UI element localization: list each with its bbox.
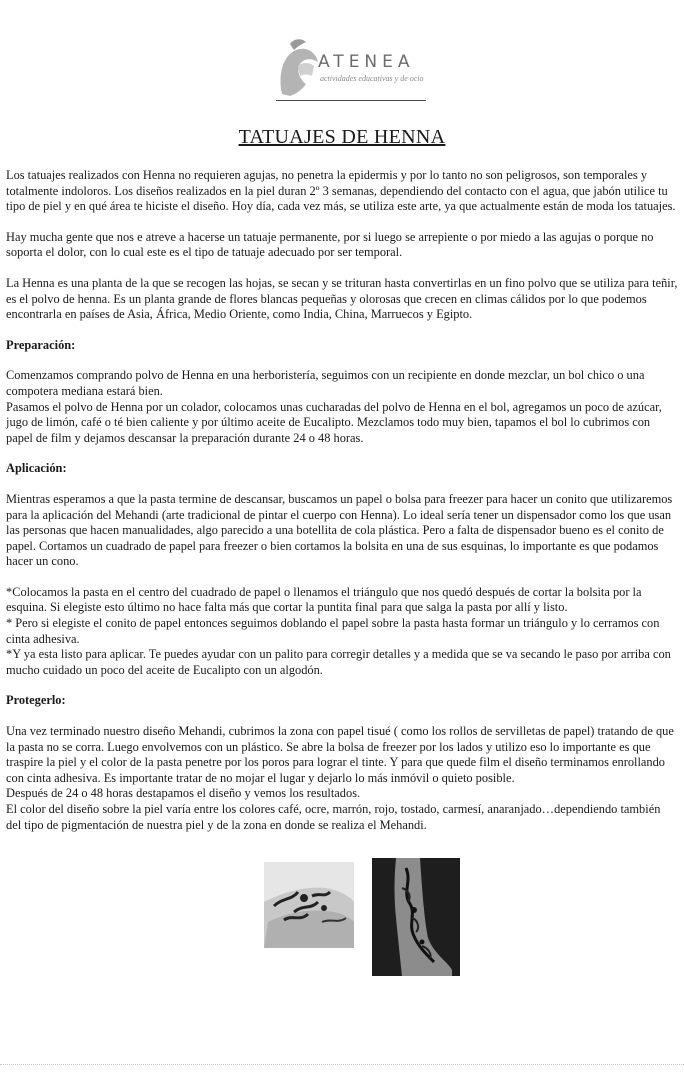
logo-tagline: actividades educativas y de ocio — [320, 74, 424, 83]
preparacion-paragraph-2: Pasamos el polvo de Henna por un colador, colocamos unas cucharadas del polvo de Henna en el bol, agregamos un poco de azúcar, jugo de limón, café o té bien caliente y por último aceite de Eucalipto. Mezclamos todo muy bien, tapamos el bol lo cubrimos con papel de film y dejamos descansar la preparación durante 24 o 48 horas. — [6, 399, 662, 445]
henna-foot-image-icon — [372, 858, 460, 976]
page-bottom-line — [0, 1064, 684, 1065]
aplicacion-paragraph-2: *Colocamos la pasta en el centro del cuadrado de papel o llenamos el triángulo que nos quedó después de cortar la bolsita por la esquina. Si elegiste esto último no hace falta más que cortar la puntita final para que salga la pasta por allí y listo. — [6, 584, 642, 615]
section-heading-protegerlo: Protegerlo: — [6, 693, 66, 708]
atenea-logo — [272, 36, 432, 100]
protegerlo-paragraph-1: Una vez terminado nuestro diseño Mehandi, cubrimos la zona con papel tisué ( como los rollos de servilletas de papel) tratando de que la pasta no se corra. Luego envolvemos con un plástico. Se abre la bolsa de freezer por los lados y utilizo eso lo importante es que traspire la piel y el color de la pasta penetre por los poros para lograr el tinte. Y para que quede film el diseño terminamos enrollando con cinta adhesiva. Es importante tratar de no mojar el lugar y dejarlo lo más inmóvil o quieto posible. — [6, 724, 674, 785]
section-heading-preparacion: Preparación: — [6, 337, 76, 352]
intro-paragraph-3: La Henna es una planta de la que se recogen las hojas, se secan y se trituran hasta convertirlas en un fino polvo que se utiliza para teñir, es el polvo de henna. Es un planta grande de flores blancas pequeñas y olorosas que crecen en climas cálidos por lo que podemos encontrarla en países de Asia, África, Medio Oriente, como India, China, Marruecos y Egipto. — [6, 275, 678, 322]
document-body — [6, 168, 678, 848]
helmet-logo-icon — [272, 36, 324, 100]
intro-paragraph-2: Hay mucha gente que nos e atreve a hacerse un tatuaje permanente, por si luego se arrepiente o por miedo a las agujas o porque no soporta el dolor, con lo cual este es el tipo de tatuaje adecuado por ser temporal. — [6, 229, 654, 260]
section-heading-aplicacion: Aplicación: — [6, 461, 67, 476]
logo-name: ATENEA — [318, 52, 415, 72]
protegerlo-paragraph-3: El color del diseño sobre la piel varía entre los colores café, ocre, marrón, rojo, tostado, carmesí, anaranjado…dependiendo también del tipo de pigmentación de nuestra piel y de la zona en donde se realiza el Mehandi. — [6, 802, 661, 832]
henna-hand-photo — [264, 862, 354, 948]
aplicacion-paragraph-3: * Pero si elegiste el conito de papel entonces seguimos doblando el papel sobre la pasta hasta formar un triángulo y lo cerramos con cinta adhesiva. — [6, 616, 660, 646]
aplicacion-paragraph-1: Mientras esperamos a que la pasta termine de descansar, buscamos un papel o bolsa para freezer para hacer un conito que utilizaremos para la aplicación del Mehandi (arte tradicional de pintar el cuerpo con Henna). Lo ideal sería tener un dispensador como los que usan las personas que hacen manualidades, algo parecido a una botellita de cola plástica. Pero a falta de dispensador bueno es el conito de papel. Cortamos un cuadrado de papel para freezer o bien cortamos la bolsita en una de sus esquinas, lo importante es que podamos hacer un cono. — [6, 491, 673, 569]
intro-paragraph-1: Los tatuajes realizados con Henna no requieren agujas, no penetra la epidermis y por lo tanto no son peligrosos, son temporales y totalmente indoloros. Los diseños realizados en la piel duran 2º 3 semanas, dependiendo del contacto con el agua, que jabón utilice tu tipo de piel y en qué área te hiciste el diseño. Hoy día, cada vez más, se utiliza este arte, ya que actualmente están de moda los tatuajes. — [6, 168, 676, 214]
aplicacion-paragraph-4: *Y ya esta listo para aplicar. Te puedes ayudar con un palito para corregir detalles y a medida que se va secando le paso por arriba con mucho cuidado un poco del aceite de Eucalipto con un algodón. — [6, 647, 671, 677]
preparacion-paragraph-1: Comenzamos comprando polvo de Henna en una herboristería, seguimos con un recipiente en donde mezclar, un bol chico o una compotera mediana estará bien. — [6, 368, 645, 398]
document-title: TATUAJES DE HENNA — [238, 126, 446, 148]
henna-foot-photo — [372, 858, 460, 976]
protegerlo-paragraph-2: Después de 24 o 48 horas destapamos el diseño y vemos los resultados. — [6, 786, 361, 801]
henna-hand-image-icon — [264, 862, 354, 948]
logo-divider — [276, 100, 426, 101]
